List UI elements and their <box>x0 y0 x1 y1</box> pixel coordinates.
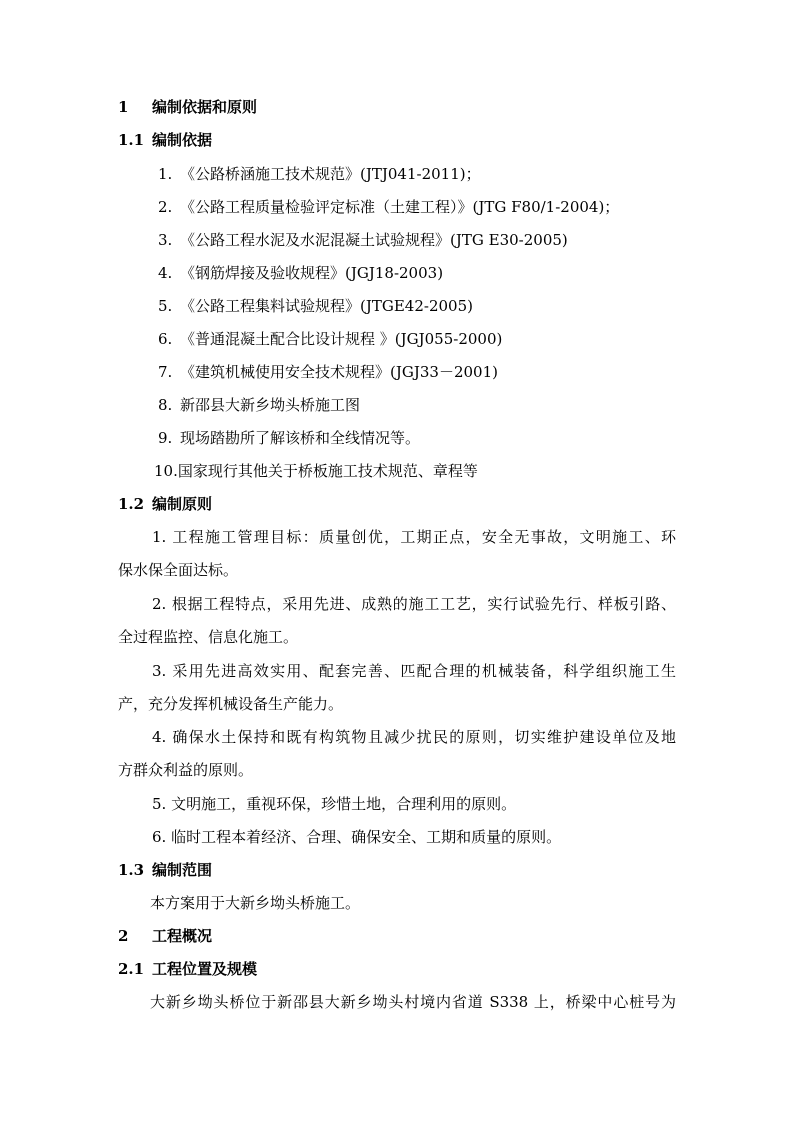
list-number: 7. <box>158 363 173 381</box>
list-number: 6. <box>158 330 173 348</box>
reference-text: 《普通混凝土配合比设计规程 》(JGJ055-2000) <box>180 330 503 348</box>
list-number: 1. <box>158 165 173 183</box>
list-number: 8. <box>158 396 173 414</box>
heading-section-2-1 <box>118 959 257 979</box>
reference-text: 新邵县大新乡坳头桥施工图 <box>180 396 361 414</box>
reference-text: 现场踏勘所了解该桥和全线情况等。 <box>180 429 421 447</box>
reference-item <box>158 395 360 415</box>
reference-text: 《建筑机械使用安全技术规程》(JGJ33－2001) <box>180 363 498 381</box>
heading-title: 工程概况 <box>152 927 213 945</box>
heading-section-1-3 <box>118 860 212 880</box>
principle-line: 3. 采用先进高效实用、配套完善、匹配合理的机械装备，科学组织施工生 <box>152 662 676 680</box>
reference-text: 《公路桥涵施工技术规范》(JTJ041-2011)； <box>180 165 481 183</box>
reference-item <box>154 461 478 481</box>
heading-number: 1 <box>118 98 129 116</box>
principle-line: 2. 根据工程特点，采用先进、成熟的施工工艺，实行试验先行、样板引路、 <box>152 595 676 613</box>
heading-number: 2.1 <box>118 960 145 978</box>
list-number: 10. <box>154 462 178 480</box>
reference-text: 国家现行其他关于桥板施工技术规范、章程等 <box>177 462 478 480</box>
reference-item <box>158 329 502 349</box>
reference-item <box>158 296 473 316</box>
list-number: 5. <box>158 297 173 315</box>
reference-item <box>158 362 498 382</box>
heading-section-1-1 <box>118 130 212 150</box>
heading-title: 编制依据和原则 <box>152 98 258 116</box>
reference-text: 《公路工程水泥及水泥混凝土试验规程》(JTG E30-2005) <box>180 231 568 249</box>
principle-line: 5. 文明施工，重视环保，珍惜土地，合理利用的原则。 <box>152 795 517 813</box>
reference-text: 《公路工程质量检验评定标准（土建工程）》(JTG F80/1-2004)； <box>180 198 620 216</box>
heading-title: 工程位置及规模 <box>152 960 258 978</box>
list-number: 2. <box>158 198 173 216</box>
reference-item <box>158 164 481 184</box>
reference-item <box>158 197 619 217</box>
heading-title: 编制原则 <box>152 495 213 513</box>
reference-item <box>158 428 420 448</box>
reference-item <box>158 263 443 283</box>
heading-section-1 <box>118 97 257 117</box>
principle-line-cont: 方群众利益的原则。 <box>118 761 254 779</box>
heading-number: 1.1 <box>118 131 145 149</box>
heading-number: 1.2 <box>118 495 145 513</box>
heading-section-2 <box>118 926 212 946</box>
location-text: 大新乡坳头桥位于新邵县大新乡坳头村境内省道 S338 上，桥梁中心桩号为 <box>150 993 676 1011</box>
principle-line-cont: 全过程监控、信息化施工。 <box>118 628 299 646</box>
heading-title: 编制范围 <box>152 861 213 879</box>
scope-text: 本方案用于大新乡坳头桥施工。 <box>150 894 361 912</box>
list-number: 9. <box>158 429 173 447</box>
reference-text: 《公路工程集料试验规程》(JTGE42-2005) <box>180 297 473 315</box>
heading-title: 编制依据 <box>152 131 213 149</box>
reference-text: 《钢筋焊接及验收规程》(JGJ18-2003) <box>180 264 444 282</box>
heading-number: 2 <box>118 927 129 945</box>
principle-line: 6. 临时工程本着经济、合理、确保安全、工期和质量的原则。 <box>152 828 562 846</box>
principle-line-cont: 保水保全面达标。 <box>118 561 239 579</box>
reference-item <box>158 230 568 250</box>
list-number: 4. <box>158 264 173 282</box>
heading-number: 1.3 <box>118 861 145 879</box>
principle-line-cont: 产，充分发挥机械设备生产能力。 <box>118 695 344 713</box>
principle-line: 4. 确保水土保持和既有构筑物且减少扰民的原则，切实维护建设单位及地 <box>152 728 676 746</box>
principle-line: 1. 工程施工管理目标：质量创优，工期正点，安全无事故，文明施工、环 <box>152 528 676 546</box>
list-number: 3. <box>158 231 173 249</box>
heading-section-1-2 <box>118 494 212 514</box>
